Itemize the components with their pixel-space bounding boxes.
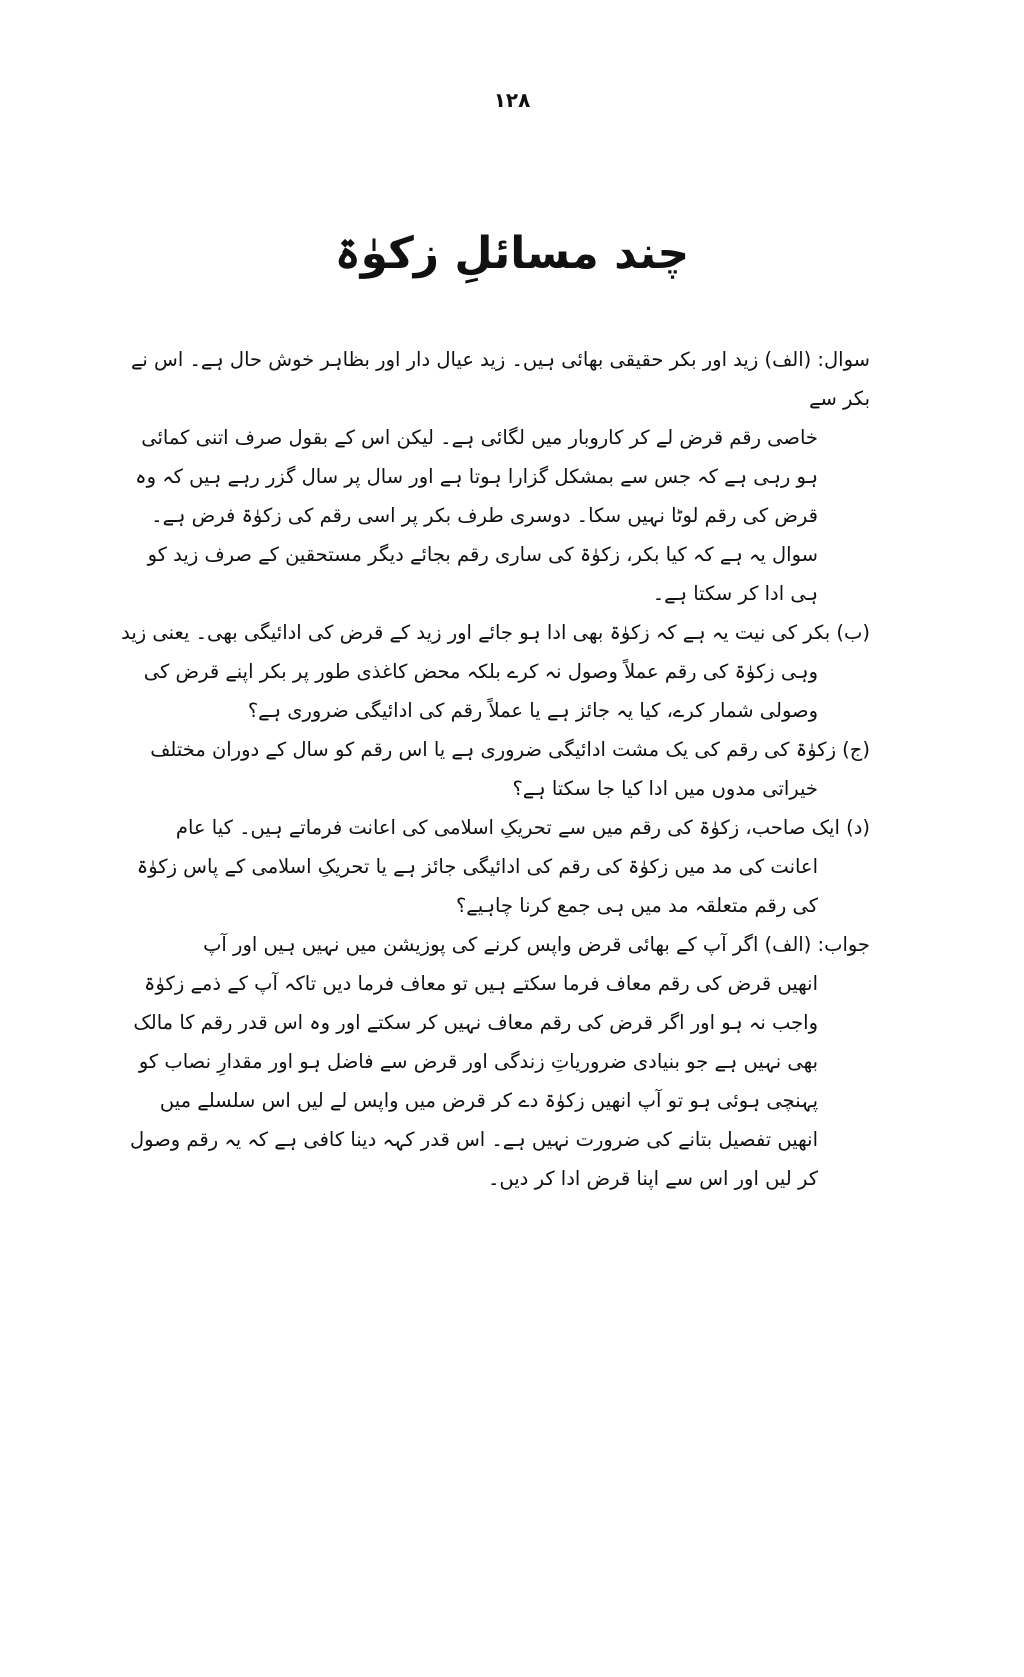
question-alif-continuation: خاصی رقم قرض لے کر کاروبار میں لگائی ہے۔ لیکن اس کے بقول صرف اتنی کمائی ہو رہی ہے کہ جس سے بمشکل گزارا ہوتا ہے اور سال پر سال گزر رہے ہیں کہ وہ قرض کی رقم لوٹا نہیں سکا۔ دوسری طرف بکر پر اسی رقم کی زکوٰۃ فرض ہے۔ سوال یہ ہے کہ کیا بکر، زکوٰۃ کی ساری رقم بجائے دیگر مستحقین کے صرف زید کو ہی ادا کر سکتا ہے۔ (135, 426, 818, 605)
page-number: ۱۲۸ (493, 88, 531, 112)
question-jeem-first-line: (ج) زکوٰۃ کی رقم کی یک مشت ادائیگی ضروری ہے یا اس رقم کو سال کے دوران مختلف (150, 738, 870, 761)
question-alif-first-line: سوال: (الف) زید اور بکر حقیقی بھائی ہیں۔ زید عیال دار اور بظاہر خوش حال ہے۔ اس نے بکر سے (130, 348, 870, 410)
page-title: چند مسائلِ زکوٰۃ (334, 228, 690, 279)
question-alif (118, 340, 870, 613)
question-be-continuation: وہی زکوٰۃ کی رقم عملاً وصول نہ کرے بلکہ محض کاغذی طور پر بکر اپنے قرض کی وصولی شمار کرے، کیا یہ جائز ہے یا عملاً رقم کی ادائیگی ضروری ہے؟ (143, 660, 818, 722)
question-be (118, 613, 870, 730)
answer-continuation: انھیں قرض کی رقم معاف فرما سکتے ہیں تو معاف فرما دیں تاکہ آپ کے ذمے زکوٰۃ واجب نہ ہو اور اگر قرض کی رقم معاف نہیں کر سکتے اور وہ اس قدر رقم کا مالک بھی نہیں ہے جو بنیادی ضروریاتِ زندگی اور قرض سے فاضل ہو اور مقدارِ نصاب کو پہنچی ہوئی ہو تو آپ انھیں زکوٰۃ دے کر قرض میں واپس لے لیں اس سلسلے میں انھیں تفصیل بتانے کی ضرورت نہیں ہے۔ اس قدر کہہ دینا کافی ہے کہ یہ رقم وصول کر لیں اور اس سے اپنا قرض ادا کر دیں۔ (129, 972, 818, 1190)
body-text (118, 340, 870, 1640)
question-jeem-continuation: خیراتی مدوں میں ادا کیا جا سکتا ہے؟ (512, 777, 818, 800)
question-jeem (118, 730, 870, 808)
answer-first-line: جواب: (الف) اگر آپ کے بھائی قرض واپس کرنے کی پوزیشن میں نہیں ہیں اور آپ (203, 933, 870, 956)
question-daal (118, 808, 870, 925)
question-daal-continuation: اعانت کی مد میں زکوٰۃ کی رقم کی ادائیگی جائز ہے یا تحریکِ اسلامی کے پاس زکوٰۃ کی رقم متعلقہ مد میں ہی جمع کرنا چاہیے؟ (136, 855, 818, 917)
answer-alif (118, 925, 870, 1198)
question-daal-first-line: (د) ایک صاحب، زکوٰۃ کی رقم میں سے تحریکِ اسلامی کی اعانت فرماتے ہیں۔ کیا عام (175, 816, 870, 839)
question-be-first-line: (ب) بکر کی نیت یہ ہے کہ زکوٰۃ بھی ادا ہو جائے اور زید کے قرض کی ادائیگی بھی۔ یعنی زید (121, 621, 870, 644)
